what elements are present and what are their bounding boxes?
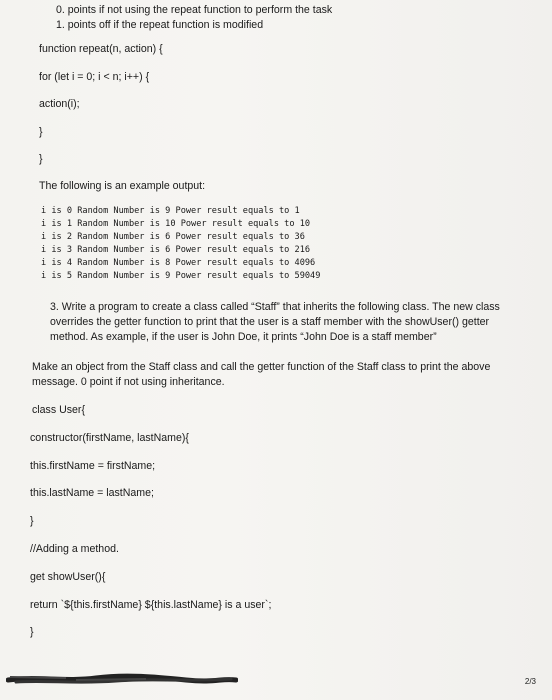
output-line: i is 5 Random Number is 9 Power result equals to 59049 bbox=[41, 271, 321, 281]
example-output-block bbox=[41, 205, 320, 283]
question-3: 3. Write a program to create a class called “Staff” that inherits the following class. The new class overrides the getter function to print that the user is a staff member with the showUser() getter method. As example, if the user is John Doe, it prints “John Doe is a staff member” bbox=[50, 301, 500, 343]
code-user-line: //Adding a method. bbox=[30, 543, 119, 555]
code-repeat-line: action(i); bbox=[39, 98, 80, 110]
code-repeat-line: } bbox=[39, 153, 43, 165]
code-user-line: this.firstName = firstName; bbox=[30, 460, 156, 472]
code-user-line: return `${this.firstName} ${this.lastName} is a user`; bbox=[30, 599, 272, 611]
output-line: i is 2 Random Number is 6 Power result equals to 36 bbox=[41, 232, 305, 242]
code-user-line: constructor(firstName, lastName){ bbox=[30, 432, 189, 444]
instruction-paragraph: Make an object from the Staff class and call the getter function of the Staff class to print the above message. 0 point if not using inheritance. bbox=[32, 361, 491, 388]
code-repeat-line: function repeat(n, action) { bbox=[39, 43, 163, 55]
output-line: i is 3 Random Number is 6 Power result equals to 216 bbox=[41, 245, 311, 255]
page-number: 2/3 bbox=[524, 677, 536, 686]
rule-line-1: 1. points off if the repeat function is modified bbox=[56, 19, 264, 31]
output-line: i is 4 Random Number is 8 Power result equals to 4096 bbox=[41, 258, 316, 268]
code-user-line: this.lastName = lastName; bbox=[30, 487, 154, 499]
example-label: The following is an example output: bbox=[39, 180, 206, 192]
code-user-line: } bbox=[30, 515, 34, 527]
code-repeat-line: for (let i = 0; i < n; i++) { bbox=[39, 71, 150, 83]
code-user-line: } bbox=[30, 626, 34, 638]
output-line: i is 0 Random Number is 9 Power result equals to 1 bbox=[41, 206, 300, 216]
code-user-line: get showUser(){ bbox=[30, 571, 106, 583]
code-user-line: class User{ bbox=[32, 404, 85, 416]
output-line: i is 1 Random Number is 10 Power result equals to 10 bbox=[41, 219, 311, 229]
rule-line-0: 0. points if not using the repeat function to perform the task bbox=[56, 4, 333, 16]
redacted-scribble bbox=[6, 668, 238, 690]
code-repeat-line: } bbox=[39, 126, 43, 138]
